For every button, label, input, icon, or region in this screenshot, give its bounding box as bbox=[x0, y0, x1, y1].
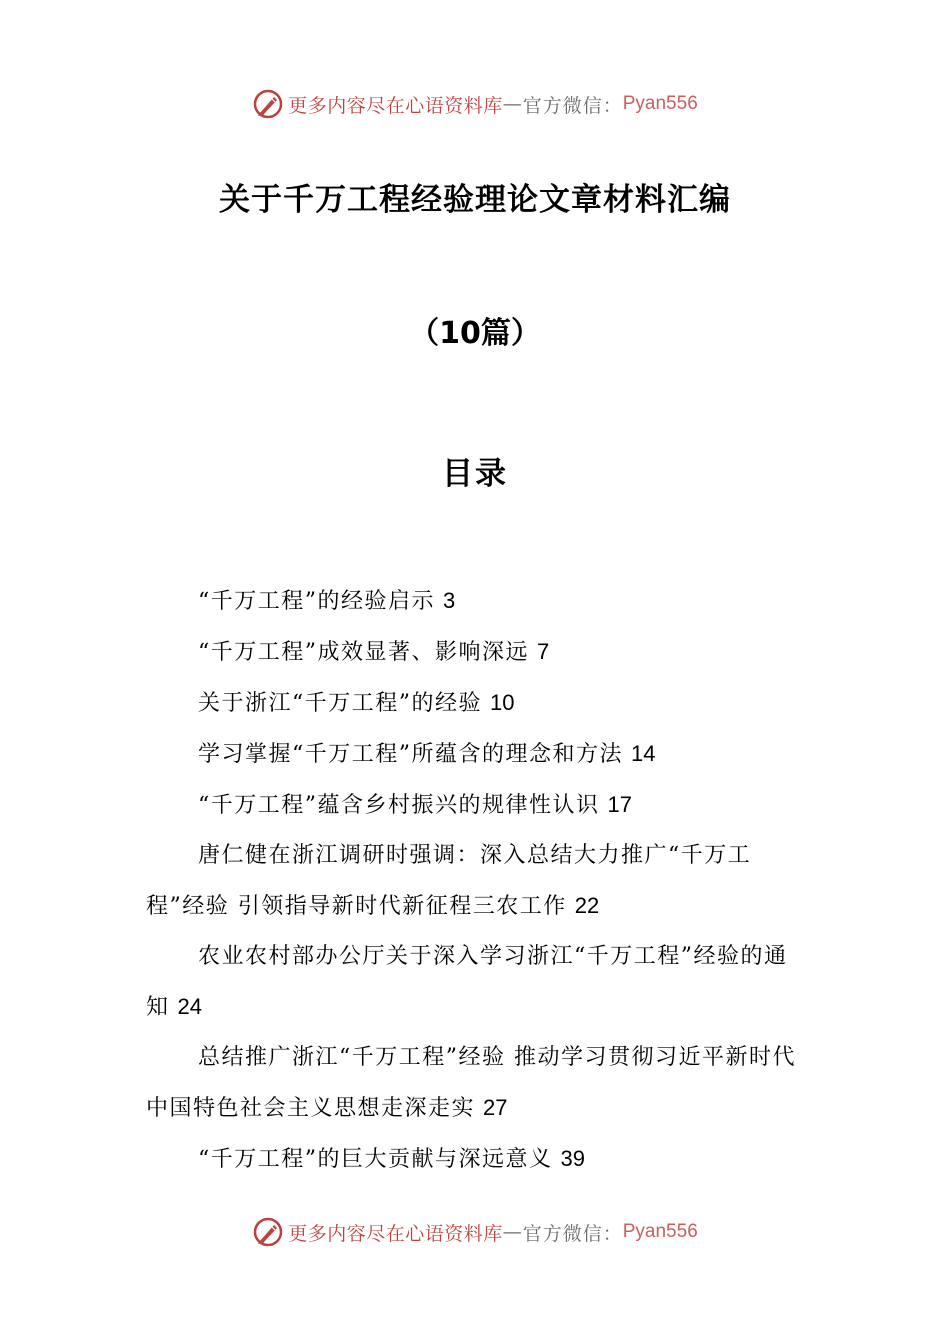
toc-item[interactable] bbox=[146, 932, 806, 1033]
toc-item[interactable] bbox=[146, 1134, 806, 1185]
toc-page-number: 22 bbox=[574, 893, 600, 918]
watermark-contact-label: 官方微信： bbox=[522, 94, 623, 117]
watermark-separator: — bbox=[502, 1221, 523, 1243]
toc-item-title: “千万工程”蕴含乡村振兴的规律性认识 bbox=[198, 793, 600, 818]
toc-item-title: 关于浙江“千万工程”的经验 bbox=[198, 691, 482, 716]
pen-nib-circle-icon bbox=[252, 88, 284, 120]
document-title: 关于千万工程经验理论文章材料汇编 bbox=[219, 182, 731, 218]
toc-item[interactable] bbox=[146, 831, 806, 932]
watermark-contact-label: 官方微信： bbox=[522, 1222, 623, 1245]
toc-page-number: 3 bbox=[443, 588, 456, 613]
toc-page-number: 7 bbox=[537, 639, 550, 664]
toc-page-number: 14 bbox=[631, 741, 656, 766]
toc-page-number: 10 bbox=[490, 690, 515, 715]
toc-item-title: “千万工程”成效显著、影响深远 bbox=[198, 640, 529, 665]
watermark-contact-id: Pyan556 bbox=[622, 1221, 698, 1242]
toc-heading: 目录 bbox=[442, 456, 508, 492]
toc-page-number: 39 bbox=[560, 1146, 585, 1171]
watermark-separator: — bbox=[502, 93, 523, 115]
toc-page-number: 27 bbox=[483, 1095, 508, 1120]
toc-item-title: “千万工程”的巨大贡献与深远意义 bbox=[198, 1147, 553, 1172]
toc-page-number: 24 bbox=[177, 994, 202, 1019]
watermark-banner-bottom bbox=[0, 1212, 950, 1252]
document-subtitle: （10篇） bbox=[409, 316, 541, 351]
watermark-text: 更多内容尽在心语资料库 bbox=[288, 94, 503, 117]
toc-item[interactable] bbox=[146, 1033, 806, 1134]
toc-item-title: 学习掌握“千万工程”所蕴含的理念和方法 bbox=[198, 742, 623, 767]
toc-item[interactable] bbox=[146, 576, 806, 627]
toc-item-title: 总结推广浙江“千万工程”经验 推动学习贯彻习近平新时代中国特色社会主义思想走深走实 bbox=[146, 1045, 796, 1121]
toc-item[interactable] bbox=[146, 729, 806, 780]
toc-item[interactable] bbox=[146, 678, 806, 729]
pen-nib-circle-icon bbox=[252, 1216, 284, 1248]
watermark-text: 更多内容尽在心语资料库 bbox=[288, 1222, 503, 1245]
toc-item-title: 唐仁健在浙江调研时强调：深入总结大力推广“千万工程”经验 引领指导新时代新征程三农工作 bbox=[146, 843, 752, 919]
toc-item-title: 农业农村部办公厅关于深入学习浙江“千万工程”经验的通知 bbox=[146, 944, 788, 1020]
toc-page-number: 17 bbox=[607, 792, 632, 817]
table-of-contents bbox=[146, 576, 806, 1185]
toc-item-title: “千万工程”的经验启示 bbox=[198, 589, 435, 614]
toc-item[interactable] bbox=[146, 627, 806, 678]
toc-item[interactable] bbox=[146, 780, 806, 831]
watermark-banner-top bbox=[0, 84, 950, 124]
watermark-contact-id: Pyan556 bbox=[622, 93, 698, 114]
